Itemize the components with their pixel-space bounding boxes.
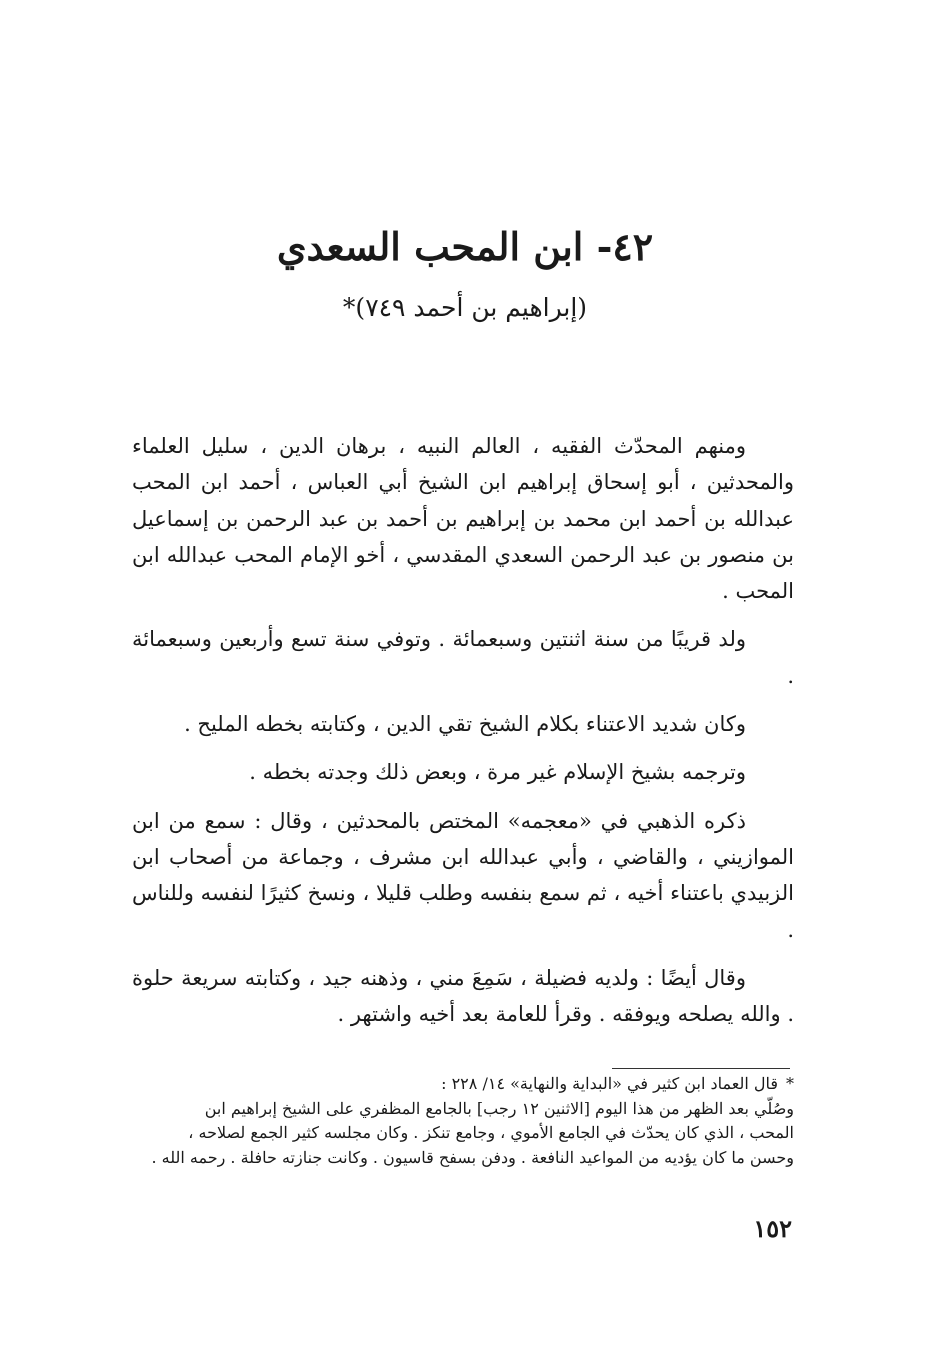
footnote-line-3: المحب ، الذي كان يحدّث في الجامع الأموي ، وجامع تنكز . وكان مجلسه كثير الجمع لصلاحه ، <box>188 1123 794 1142</box>
body-text <box>132 428 794 1044</box>
footnote-line-1-text: قال العماد ابن كثير في «البداية والنهاية» ١٤/ ٢٢٨ : <box>441 1074 778 1093</box>
paragraph-2: ولد قريبًا من سنة اثنتين وسبعمائة . وتوفي سنة تسع وأربعين وسبعمائة . <box>132 627 794 688</box>
paragraph-6: وقال أيضًا : ولديه فضيلة ، سَمِعَ مني ، وذهنه جيد ، وكتابته سريعة حلوة . والله يصلحه ويوفقه . وقرأ للعامة بعد أخيه واشتهر . <box>132 965 794 1027</box>
footnote-line-2: وصُلّي بعد الظهر من هذا اليوم [الاثنين ١٢ رجب] بالجامع المظفري على الشيخ إبراهيم ابن <box>204 1098 794 1118</box>
footnote-marker: * <box>786 1074 794 1093</box>
paragraph-5: ذكره الذهبي في «معجمه» المختص بالمحدثين ، وقال : سمع من ابن الموازيني ، والقاضي ، وأبي عبدالله ابن مشرف ، وجماعة من أصحاب ابن الزبيدي باعتناء أخيه ، ثم سمع بنفسه وطلب قليلا ، ونسخ كثيرًا لنفسه وللناس . <box>132 808 794 942</box>
paragraph-3: وكان شديد الاعتناء بكلام الشيخ تقي الدين ، وكتابته بخطه المليح . <box>184 712 746 737</box>
paragraph-4: وترجمه بشيخ الإسلام غير مرة ، وبعض ذلك وجدته بخطه . <box>249 760 746 785</box>
paragraph-1: ومنهم المحدّث الفقيه ، العالم النبيه ، برهان الدين ، سليل العلماء والمحدثين ، أبو إسحاق إبراهيم ابن الشيخ أبي العباس ، أحمد ابن المحب عبدالله بن أحمد ابن محمد بن إبراهيم بن أحمد بن عبد الرحمن بن إسماعيل بن منصور بن عبد الرحمن السعدي المقدسي ، أخو الإمام المحب عبدالله ابن المحب . <box>132 434 794 604</box>
footnote-divider <box>612 1068 790 1069</box>
entry-subtitle: (إبراهيم بن أحمد ٧٤٩)* <box>342 293 588 322</box>
footnote-line-1 <box>132 1072 794 1097</box>
footnote <box>132 1072 794 1170</box>
footnote-line-4: وحسن ما كان يؤديه من المواعيد النافعة . ودفن بسفح قاسيون . وكانت جنازته حافلة . رحمه الله . <box>151 1147 794 1167</box>
page-number: ١٥٢ <box>753 1214 792 1243</box>
entry-title: ٤٢- ابن المحب السعدي <box>276 224 654 269</box>
